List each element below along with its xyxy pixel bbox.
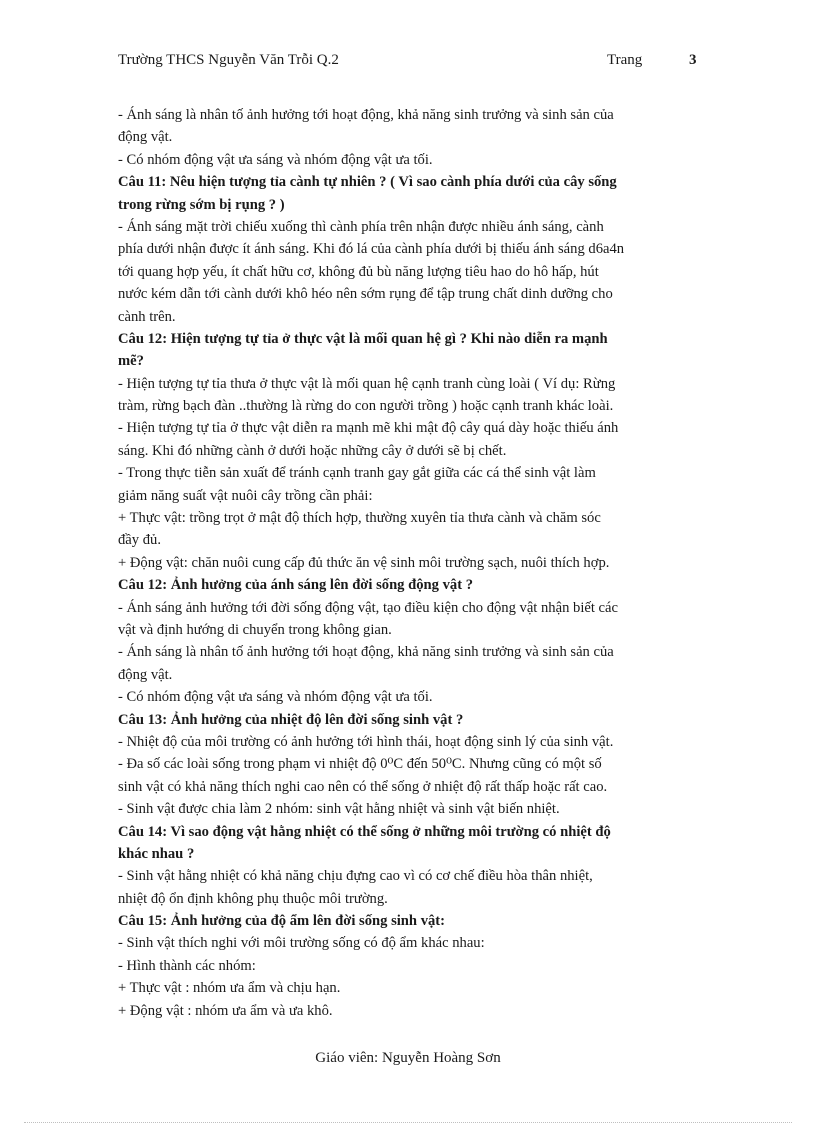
text-line: - Sinh vật được chia làm 2 nhóm: sinh vật hằng nhiệt và sinh vật biến nhiệt. [118, 801, 560, 818]
text-line: - Ánh sáng là nhân tố ảnh hưởng tới hoạt động, khả năng sinh trưởng và sinh sản của [118, 644, 614, 661]
text-line: - Sinh vật thích nghi với môi trường sống có độ ẩm khác nhau: [118, 935, 485, 952]
text-line: đầy đủ. [118, 532, 161, 549]
text-line: nước kém dẫn tới cành dưới khô héo nên sớm rụng để tập trung chất dinh dưỡng cho [118, 286, 613, 303]
text-line: + Thực vật : nhóm ưa ẩm và chịu hạn. [118, 980, 341, 997]
question-heading-line: Câu 12: Ảnh hưởng của ánh sáng lên đời sống động vật ? [118, 577, 474, 594]
question-heading-line: Câu 15: Ảnh hưởng của độ ẩm lên đời sống sinh vật: [118, 913, 446, 930]
question-heading-line: Câu 13: Ảnh hưởng của nhiệt độ lên đời sống sinh vật ? [118, 711, 464, 728]
text-line: + Động vật: chăn nuôi cung cấp đủ thức ăn vệ sinh môi trường sạch, nuôi thích hợp. [118, 554, 610, 571]
text-line: - Hiện tượng tự tỉa ở thực vật diễn ra mạnh mẽ khi mật độ cây quá dày hoặc thiếu ánh [118, 420, 619, 437]
question-heading-line: Câu 12: Hiện tượng tự tỉa ở thực vật là mối quan hệ gì ? Khi nào diễn ra mạnh [118, 330, 608, 347]
document-body [118, 104, 700, 1022]
text-line: - Trong thực tiễn sản xuất để tránh cạnh tranh gay gắt giữa các cá thể sinh vật làm [118, 465, 596, 482]
text-line: nhiệt độ ổn định không phụ thuộc môi trường. [118, 890, 388, 907]
text-line: - Ánh sáng là nhân tố ảnh hưởng tới hoạt động, khả năng sinh trưởng và sinh sản của [118, 107, 614, 123]
school-name: Trường THCS Nguyễn Văn Trỗi Q.2 [118, 52, 339, 68]
text-line: sáng. Khi đó những cành ở dưới hoặc những cây ở dưới sẽ bị chết. [118, 442, 507, 459]
question-heading-line: trong rừng sớm bị rụng ? ) [118, 196, 285, 213]
question-heading-line: Câu 14: Vì sao động vật hằng nhiệt có thể sống ở những môi trường có nhiệt độ [118, 823, 611, 840]
text-line: tới quang hợp yếu, ít chất hữu cơ, không đủ bù năng lượng tiêu hao do hô hấp, hút [118, 263, 599, 280]
text-line: phía dưới nhận được ít ánh sáng. Khi đó lá của cành phía dưới bị thiếu ánh sáng d6a4n [118, 241, 625, 258]
teacher-name: Giáo viên: Nguyễn Hoàng Sơn [315, 1050, 501, 1066]
text-line: - Ánh sáng mặt trời chiếu xuống thì cành phía trên nhận được nhiều ánh sáng, cành [118, 218, 604, 235]
text-line: - Hiện tượng tự tỉa thưa ở thực vật là mối quan hệ cạnh tranh cùng loài ( Ví dụ: Rừng [118, 375, 616, 392]
page-footer [0, 1050, 816, 1067]
text-line: - Sinh vật hằng nhiệt có khả năng chịu đựng cao vì có cơ chế điều hòa thân nhiệt, [118, 868, 593, 885]
text-line: giảm năng suất vật nuôi cây trồng cần phải: [118, 487, 373, 504]
text-line: động vật. [118, 129, 173, 146]
text-line: - Nhiệt độ của môi trường có ảnh hưởng tới hình thái, hoạt động sinh lý của sinh vật. [118, 733, 614, 750]
text-line: - Ánh sáng ảnh hưởng tới đời sống động vật, tạo điều kiện cho động vật nhận biết các [118, 599, 618, 616]
question-heading-line: Câu 11: Nêu hiện tượng tỉa cành tự nhiên ? ( Vì sao cành phía dưới của cây sống [118, 174, 617, 191]
text-line: vật và định hướng di chuyển trong không gian. [118, 621, 392, 638]
text-line: + Thực vật: trồng trọt ở mật độ thích hợp, thường xuyên tỉa thưa cành và chăm sóc [118, 510, 601, 527]
text-line: sinh vật có khả năng thích nghi cao nên có thể sống ở nhiệt độ rất thấp hoặc rất cao. [118, 778, 608, 795]
text-line: + Động vật : nhóm ưa ẩm và ưa khô. [118, 1002, 333, 1019]
text-line: - Có nhóm động vật ưa sáng và nhóm động vật ưa tối. [118, 151, 433, 168]
text-line: tràm, rừng bạch đàn ..thường là rừng do con người trồng ) hoặc cạnh tranh khác loài. [118, 398, 614, 415]
question-heading-line: khác nhau ? [118, 845, 195, 862]
text-line: cành trên. [118, 308, 176, 325]
page-label: Trang [607, 52, 643, 68]
question-heading-line: mẽ? [118, 353, 144, 370]
text-line: - Đa số các loài sống trong phạm vi nhiệt độ 0⁰C đến 50⁰C. Nhưng cũng có một số [118, 756, 602, 773]
page-header [118, 52, 700, 76]
text-line: động vật. [118, 666, 173, 683]
text-line: - Hình thành các nhóm: [118, 957, 256, 974]
page-number: 3 [689, 52, 697, 68]
text-line: - Có nhóm động vật ưa sáng và nhóm động vật ưa tối. [118, 689, 433, 706]
